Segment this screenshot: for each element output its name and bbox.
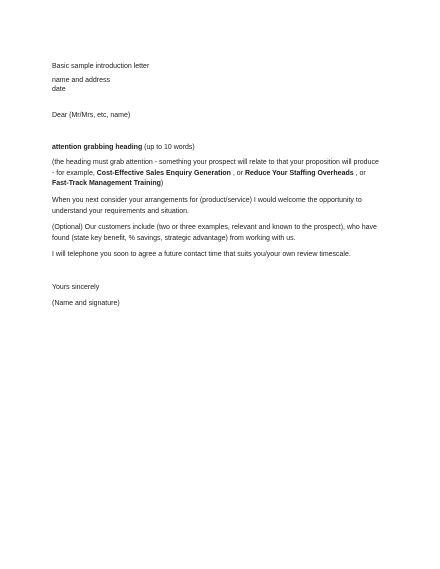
p1-text-c: , or bbox=[230, 169, 245, 177]
date: date bbox=[52, 86, 66, 93]
signature: (Name and signature) bbox=[52, 300, 120, 307]
p1-example-2: Reduce Your Staffing Overheads bbox=[244, 169, 354, 177]
p1-text-e: ) bbox=[160, 180, 164, 187]
heading-note: (up to 10 words) bbox=[142, 144, 195, 151]
closing: Yours sincerely bbox=[52, 284, 100, 291]
p1-text-d: , or bbox=[353, 169, 366, 177]
p1-example-1: Cost-Effective Sales Enquiry Generation bbox=[96, 169, 231, 177]
name-address: name and address bbox=[52, 77, 110, 84]
p1-text-a: (the heading must grab attention - something your prospect will relate to that your proposition will produce - for example, bbox=[52, 159, 379, 177]
p1-example-3: Fast-Track Management Training bbox=[52, 180, 161, 187]
paragraph-telephone: I will telephone you soon to agree a future contact time that suits you/your own review timescale. bbox=[52, 251, 351, 258]
paragraph-arrangements: When you next consider your arrangements for (product/service) I would welcome the opportunity to understand your requirements and situation. bbox=[52, 197, 362, 215]
heading-bold: attention grabbing heading bbox=[52, 144, 143, 151]
letter-title: Basic sample introduction letter bbox=[52, 63, 150, 70]
paragraph-heading-explanation bbox=[52, 158, 382, 190]
attention-heading bbox=[52, 143, 195, 152]
salutation: Dear (Mr/Mrs, etc, name) bbox=[52, 112, 131, 119]
paragraph-customers: (Optional) Our customers include (two or three examples, relevant and known to the prospect), who have found (state key benefit, % savings, strategic advantage) from working with us. bbox=[52, 224, 377, 242]
